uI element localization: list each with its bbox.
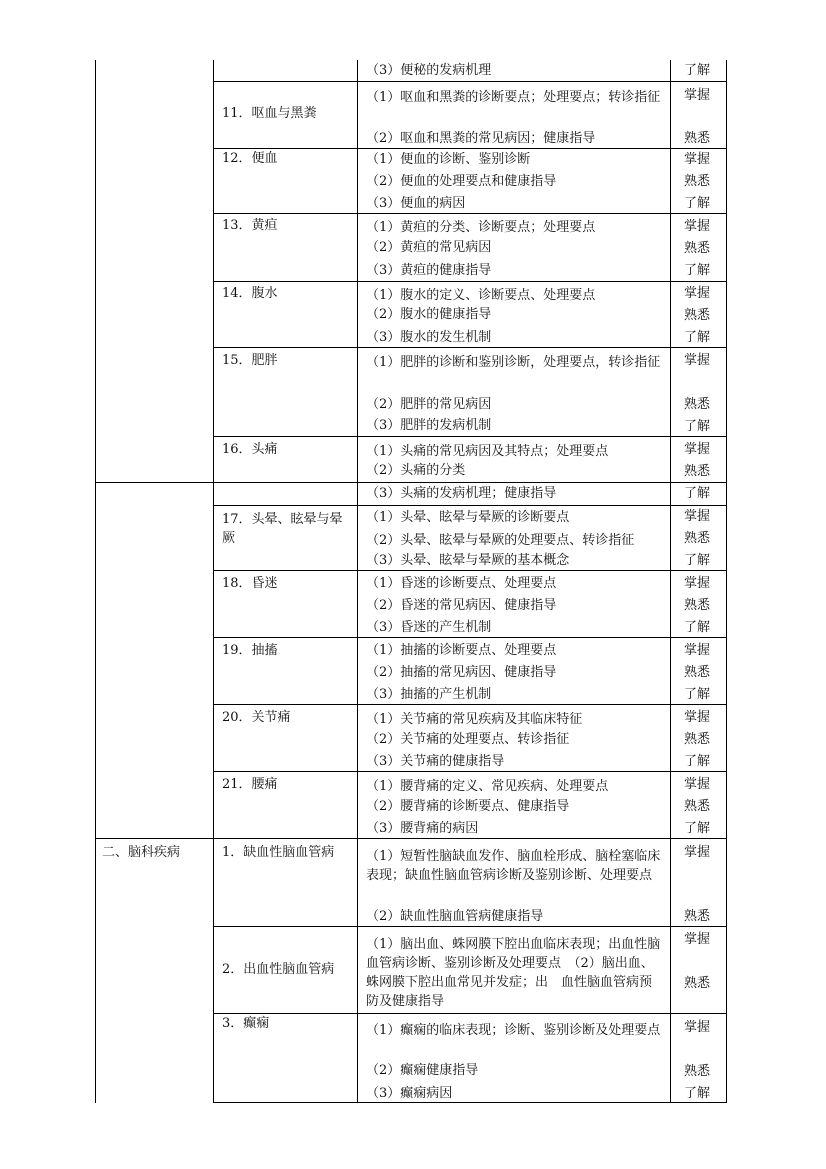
page-break-divider xyxy=(95,482,727,483)
level-badge: 熟悉 xyxy=(684,174,711,189)
content-item: （1）抽搐的诊断要点、处理要点 xyxy=(366,643,557,658)
level-badge: 掌握 xyxy=(684,932,711,947)
content-item: （1）头晕、眩晕与晕厥的诊断要点 xyxy=(366,510,570,525)
content-item: （1）昏迷的诊断要点、处理要点 xyxy=(366,576,557,591)
content-item: （2）缺血性脑血管病健康指导 xyxy=(366,909,544,924)
level-badge: 了解 xyxy=(684,687,711,702)
level-badge: 熟悉 xyxy=(684,976,711,991)
content-item: （3）癫痫病因 xyxy=(366,1086,453,1101)
level-badge: 了解 xyxy=(684,263,711,278)
row-divider xyxy=(213,213,727,214)
content-item: （3）黄疸的健康指导 xyxy=(366,263,492,278)
level-badge: 掌握 xyxy=(684,219,711,234)
level-badge: 熟悉 xyxy=(684,598,711,613)
content-item: （2）便血的处理要点和健康指导 xyxy=(366,174,557,189)
level-badge: 掌握 xyxy=(684,777,711,792)
content-item: （3）关节痛的健康指导 xyxy=(366,754,505,769)
content-item: （2）抽搐的常见病因、健康指导 xyxy=(366,665,557,680)
column-divider-content xyxy=(670,60,671,1103)
content-item: （2）肥胖的常见病因 xyxy=(366,397,492,412)
topic-label: 15．肥胖 xyxy=(222,353,278,368)
content-item: （2）黄疸的常见病因 xyxy=(366,240,492,255)
content-item: （2）头晕、眩晕与晕厥的处理要点、转诊指征 xyxy=(366,533,635,548)
level-badge: 熟悉 xyxy=(684,397,711,412)
row-divider xyxy=(213,436,727,437)
level-badge: 熟悉 xyxy=(684,531,711,546)
level-badge: 熟悉 xyxy=(684,799,711,814)
topic-label: 21．腰痛 xyxy=(222,777,278,792)
topic-label: 14．腹水 xyxy=(222,286,278,301)
topic-label: 16．头痛 xyxy=(222,442,278,457)
content-item: （2）关节痛的处理要点、转诊指征 xyxy=(366,732,570,747)
content-item: （2）头痛的分类 xyxy=(366,463,466,478)
level-badge: 熟悉 xyxy=(684,909,711,924)
topic-label: 12．便血 xyxy=(222,151,278,166)
level-badge: 熟悉 xyxy=(684,241,711,256)
level-badge: 了解 xyxy=(684,486,711,501)
level-badge: 掌握 xyxy=(684,710,711,725)
content-item: （3）抽搐的产生机制 xyxy=(366,687,492,702)
content-item: （3）腰背痛的病因 xyxy=(366,821,479,836)
topic-label: 2．出血性脑血管病 xyxy=(222,962,335,977)
level-badge: 熟悉 xyxy=(684,665,711,680)
content-item: （1）短暂性脑缺血发作、脑血栓形成、脑栓塞临床表现；缺血性脑血管病诊断及鉴别诊断、处理要点 xyxy=(366,849,661,883)
category-divider xyxy=(95,838,727,839)
content-item: （1）脑出血、蛛网膜下腔出血临床表现；出血性脑血管病诊断、鉴别诊断及处理要点 （2）脑出血、蛛网膜下腔出血常见并发症；出 血性脑血管病预防及健康指导 xyxy=(366,937,661,1009)
row-divider xyxy=(213,704,727,705)
content-item: （1）便血的诊断、鉴别诊断 xyxy=(366,152,531,167)
content-item: （2）腰背痛的诊断要点、健康指导 xyxy=(366,799,570,814)
level-badge: 熟悉 xyxy=(684,1064,711,1079)
level-badge: 了解 xyxy=(684,821,711,836)
row-divider xyxy=(213,148,727,149)
level-badge: 了解 xyxy=(684,1086,711,1101)
content-item: （2）呕血和黑粪的常见病因；健康指导 xyxy=(366,131,596,146)
topic-label: 1．缺血性脑血管病 xyxy=(222,845,335,860)
row-divider xyxy=(213,505,727,506)
topic-label: 19．抽搐 xyxy=(222,643,278,658)
content-item: （3）便血的病因 xyxy=(366,196,466,211)
content-item: （3）腹水的发生机制 xyxy=(366,330,492,345)
level-badge: 熟悉 xyxy=(684,464,711,479)
level-badge: 掌握 xyxy=(684,509,711,524)
level-badge: 了解 xyxy=(684,553,711,568)
topic-label: 3．癫痫 xyxy=(222,1016,270,1031)
level-badge: 了解 xyxy=(684,419,711,434)
category-label: 二、脑科疾病 xyxy=(102,845,181,860)
level-badge: 掌握 xyxy=(684,643,711,658)
topic-label: 11．呕血与黑粪 xyxy=(222,106,317,121)
content-item: （1）腹水的定义、诊断要点、处理要点 xyxy=(366,288,596,303)
content-item: （1）癫痫的临床表现；诊断、鉴别诊断及处理要点 xyxy=(366,1023,661,1038)
row-divider xyxy=(213,926,727,927)
level-badge: 掌握 xyxy=(684,286,711,301)
topic-label: 17．头晕、眩晕与晕厥 xyxy=(222,512,343,546)
level-badge: 熟悉 xyxy=(684,131,711,146)
level-badge: 掌握 xyxy=(684,152,711,167)
content-item: （2）昏迷的常见病因、健康指导 xyxy=(366,598,557,613)
level-badge: 掌握 xyxy=(684,1020,711,1035)
column-divider-category xyxy=(213,60,214,1103)
content-item: （1）腰背痛的定义、常见疾病、处理要点 xyxy=(366,779,609,794)
table-border-left xyxy=(95,60,96,1103)
level-badge: 掌握 xyxy=(684,353,711,368)
content-item: （1）呕血和黑粪的诊断要点；处理要点；转诊指征 xyxy=(366,90,661,105)
level-badge: 掌握 xyxy=(684,576,711,591)
topic-label: 20．关节痛 xyxy=(222,710,291,725)
row-divider xyxy=(213,637,727,638)
content-item: （3）头晕、眩晕与晕厥的基本概念 xyxy=(366,553,570,568)
content-item: （1）头痛的常见病因及其特点；处理要点 xyxy=(366,444,609,459)
level-badge: 了解 xyxy=(684,196,711,211)
level-badge: 熟悉 xyxy=(684,732,711,747)
level-badge: 掌握 xyxy=(684,442,711,457)
content-item: （2）腹水的健康指导 xyxy=(366,307,492,322)
level-badge: 了解 xyxy=(684,754,711,769)
row-divider xyxy=(213,570,727,571)
level-badge: 了解 xyxy=(684,620,711,635)
row-divider xyxy=(213,771,727,772)
level-badge: 了解 xyxy=(684,63,711,78)
content-item: （1）肥胖的诊断和鉴别诊断，处理要点，转诊指征 xyxy=(366,355,661,370)
topic-label: 18．昏迷 xyxy=(222,576,278,591)
content-item: （3）昏迷的产生机制 xyxy=(366,620,492,635)
row-divider xyxy=(213,81,727,82)
content-item: （3）肥胖的发病机制 xyxy=(366,418,492,433)
level-badge: 掌握 xyxy=(684,845,711,860)
content-item: （3）便秘的发病机理 xyxy=(366,63,492,78)
level-badge: 熟悉 xyxy=(684,308,711,323)
topic-label: 13．黄疸 xyxy=(222,218,278,233)
content-item: （2）癫痫健康指导 xyxy=(366,1063,479,1078)
column-divider-topic xyxy=(357,60,358,1103)
content-item: （1）黄疸的分类、诊断要点；处理要点 xyxy=(366,220,596,235)
row-divider xyxy=(213,347,727,348)
level-badge: 掌握 xyxy=(684,88,711,103)
content-item: （3）头痛的发病机理；健康指导 xyxy=(366,486,557,501)
row-divider xyxy=(213,281,727,282)
table-border-bottom xyxy=(213,1102,727,1103)
table-border-right xyxy=(726,60,727,1103)
content-item: （1）关节痛的常见疾病及其临床特征 xyxy=(366,712,583,727)
row-divider xyxy=(213,1013,727,1014)
level-badge: 了解 xyxy=(684,330,711,345)
